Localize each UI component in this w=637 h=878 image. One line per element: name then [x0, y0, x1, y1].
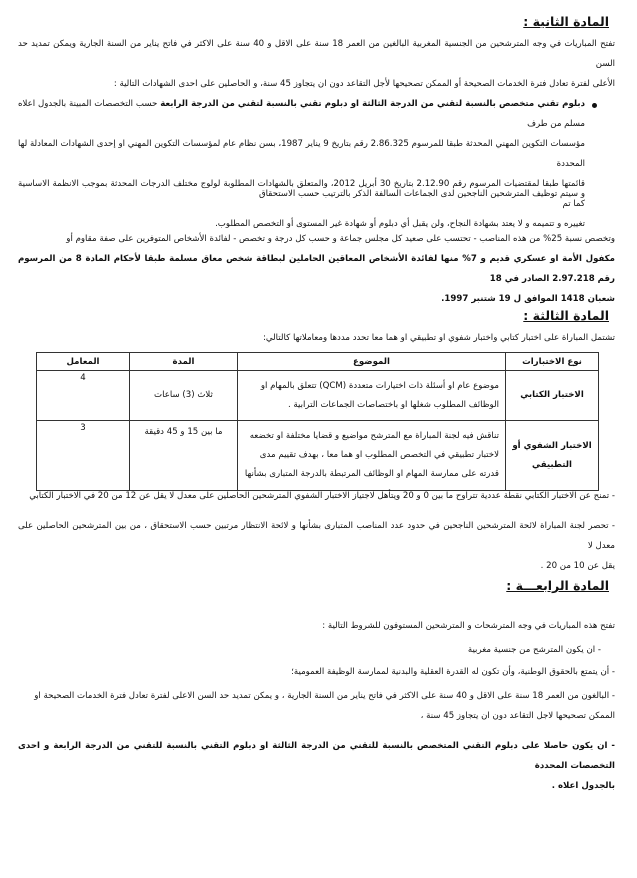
article3-intro: تشتمل المباراة على اختبار كتابي واختبار شفوي او تطبيقي او هما معا تحدد مددها ومعاملاتها كالتالي:: [263, 333, 615, 343]
exam-subject-cell: تناقش فيه لجنة المباراة مع المترشح مواضيع و قضايا مختلفة او تخضعه لاختبار تطبيقي في التخصص المطلوب او هما معا ، بهدف تقييم مدى قدرته على ممارسة المهام او الوظائف المرتبطة بالدرجة المتبارى بشأنها: [238, 421, 506, 491]
quota-paragraph: [18, 229, 615, 309]
exam-coefficient-cell: 3: [37, 421, 130, 491]
article2-heading: المادة الثانية :: [523, 14, 609, 29]
table-row: [37, 421, 599, 491]
recruitment-line: و سيتم توظيف المترشحين الناجحين لدى الجماعات السالفة الذكر بالترتيب حسب الاستحقاق: [259, 189, 585, 199]
exam-type-cell: الاختبار الكتابي: [506, 371, 599, 421]
note2-line1: - تحصر لجنة المباراة لائحة المترشحين الناجحين في حدود عدد المناصب المتبارى بشأنها و لائحة الانتظار مرتبين حسب الاستحقاق ، من بين المترشحين الحاصلين على معدل لا: [18, 521, 615, 551]
article2-intro-line1: تفتح المباريات في وجه المترشحين من الجنسية المغربية البالغين من العمر 18 سنة على الاقل و 40 سنة على الاكثر في فاتح يناير من السنة الجارية ويمكن تمديد حد السن: [18, 39, 615, 69]
exam-duration-cell: ما بين 15 و 45 دقيقة: [130, 421, 238, 491]
quota-line1: وتخصص نسبة 25% من هذه المناصب - تحتسب على صعيد كل مجلس جماعة و حسب كل درجة و تخصص - لفائدة الأشخاص المتوفرين على صفة مقاوم أو: [66, 234, 615, 244]
diploma-line4: تغييره و تتميمه و لا يعتد بشهادة النجاح، ولن يقبل أي دبلوم أو شهادة غير المستوى أو التخصص المطلوب.: [215, 219, 585, 229]
article2-intro: [18, 34, 615, 94]
condition-civil-rights: - أن يتمتع بالحقوق الوطنية، وأن تكون له القدرة العقلية والبدنية لممارسة الوظيفة العمومية؛: [291, 667, 615, 677]
article3-note1: - تمنح عن الاختبار الكتابي نقطة عددية تتراوح ما بين 0 و 20 ويتأهل لاجتياز الاختبار الشفوي المترشحين الحاصلين على معدل لا يقل عن 12 من 20 في الاختبار الكتابي: [29, 491, 615, 501]
article4-intro: تفتح هذه المباريات في وجه المترشحات و المترشحين المستوفون للشروط التالية :: [322, 621, 615, 631]
condition-age: [18, 686, 615, 726]
header-subject: الموضوع: [238, 353, 506, 371]
exam-subject-cell: موضوع عام او أسئلة ذات اختيارات متعددة (QCM) تتعلق بالمهام او الوظائف المطلوب شغلها او باختصاصات الجماعات الترابية .: [238, 371, 506, 421]
article2-diploma-bullet: [18, 94, 585, 234]
age-line2: الممكن تصحيحها لاجل التقاعد دون ان يتجاوز 45 سنة ،: [420, 711, 615, 721]
article4-heading: المادة الرابعـــة :: [506, 578, 609, 593]
age-line1: - البالغون من العمر 18 سنة على الاقل و 40 سنة على الاكثر في فاتح يناير من السنة الجارية ، و يمكن تمديد حد السن الاعلى لفترة تعادل فترة الخدمات الصحيحة او: [34, 691, 615, 701]
article3-note2: [18, 516, 615, 576]
bullet-icon: [592, 103, 597, 108]
exam-duration-cell: ثلاث (3) ساعات: [130, 371, 238, 421]
header-coefficient: المعامل: [37, 353, 130, 371]
exams-table: [36, 352, 599, 491]
exam-coefficient-cell: 4: [37, 371, 130, 421]
exams-table-header-row: [37, 353, 599, 371]
condition-diploma: [18, 736, 615, 796]
quota-line2: مكفول الأمة او عسكري قديم و 7% منها لفائدة الأشخاص المعاقين الحاملين لبطاقة شخص معاق مسلمة طبقا لأحكام المادة 8 من المرسوم رقم 2.97.218 الصادر في 18: [18, 254, 615, 284]
article2-intro-line2: الأعلى لفترة تعادل فترة الخدمات الصحيحة أو الممكن تصحيحها لأجل التقاعد دون ان يتجاوز 45 سنة، و الحاصلين على احدى الشهادات التالية :: [113, 79, 615, 89]
diploma-line3: قائمتها طبقا لمقتضيات المرسوم رقم 2.12.90 بتاريخ 30 أبريل 2012، والمتعلق بالشهادات المطلوبة لولوج مختلف الدرجات المحدثة بموجب الانظمة الاساسية كما تم: [18, 179, 585, 209]
condition-nationality: - ان يكون المترشح من جنسية مغربية: [467, 645, 601, 655]
header-exam-type: نوع الاختبارات: [506, 353, 599, 371]
note2-line2: يقل عن 10 من 20 .: [540, 561, 615, 571]
table-row: [37, 371, 599, 421]
article3-heading: المادة الثالثة :: [523, 308, 609, 323]
diploma-line2: مؤسسات التكوين المهني المحدثة طبقا للمرسوم 2.86.325 رقم بتاريخ 9 يناير 1987، بسن نظام عام لمؤسسات التكوين المهني او إحدى الشهادات المعادلة لها المحددة: [18, 139, 586, 169]
diploma-cond-line1: - ان يكون حاصلا على دبلوم التقني المتخصص بالنسبة للتقني من الدرجة الثالثة او دبلوم التقني بالنسبة للتقني من الدرجة الرابعة و احدى التخصصات المحددة: [18, 741, 615, 771]
diploma-bold-text: دبلوم تقني متخصص بالنسبة لتقني من الدرجة الثالثة او دبلوم تقني بالنسبة لتقني من الدرجة الرابعة: [160, 99, 585, 109]
diploma-cond-line2: بالجدول اعلاه .: [551, 781, 615, 791]
diploma-rest-text: حسب التخصصات المبينة بالجدول اعلاه مسلم من طرف: [18, 99, 585, 129]
exam-type-cell: الاختبار الشفوي أو التطبيقي: [506, 421, 599, 491]
header-duration: المدة: [130, 353, 238, 371]
quota-line3: شعبان 1418 الموافق ل 19 شتنبر 1997.: [441, 294, 615, 304]
